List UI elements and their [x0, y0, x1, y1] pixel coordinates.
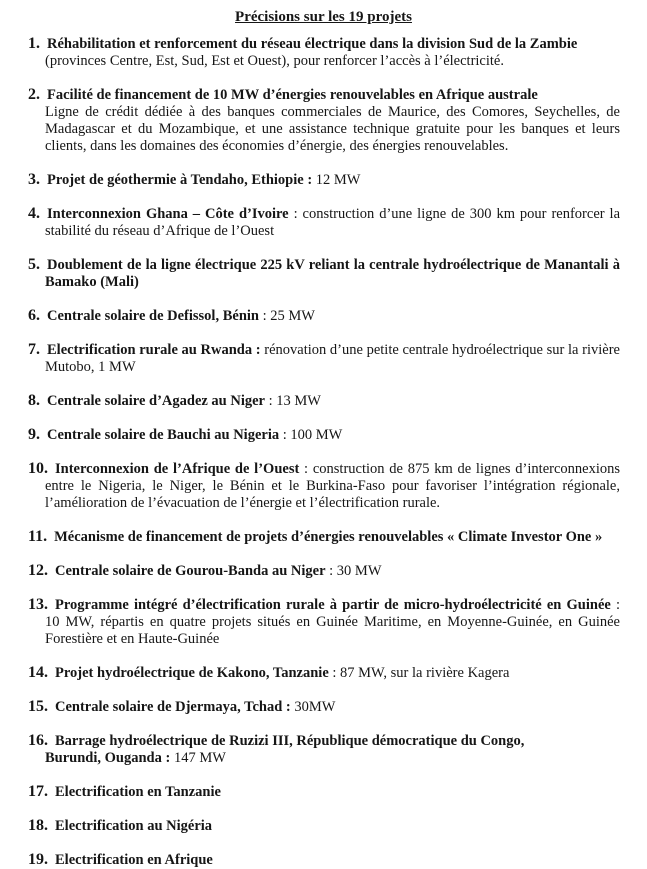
- project-item-12: [0, 563, 620, 580]
- project-item-8: [0, 393, 620, 410]
- project-number: 3.: [28, 171, 40, 188]
- project-item-6: [0, 308, 620, 325]
- project-title-bold: Réhabilitation et renforcement du réseau électrique dans la division Sud de la Zambie: [47, 36, 578, 52]
- project-detail: : 30 MW: [325, 563, 382, 579]
- project-item-14: [0, 665, 620, 682]
- project-title-bold: Centrale solaire de Defissol, Bénin: [47, 308, 259, 324]
- project-item-19: [0, 852, 620, 869]
- project-detail: : construction d’une ligne de 300 km pour renforcer la stabilité du réseau d’Afrique de l’Ouest: [45, 206, 620, 239]
- project-title-bold: Mécanisme de financement de projets d’énergies renouvelables « Climate Investor One »: [54, 529, 603, 545]
- project-number: 17.: [28, 783, 48, 800]
- project-number: 8.: [28, 392, 40, 409]
- project-detail: 147 MW: [170, 750, 226, 766]
- project-item-17: [0, 784, 620, 801]
- project-number: 15.: [28, 698, 48, 715]
- project-number: 14.: [28, 664, 48, 681]
- page-title-text: Précisions sur les 19 projets: [235, 9, 412, 25]
- project-number: 11.: [28, 528, 48, 545]
- project-item-16: [0, 733, 620, 767]
- project-title-bold: Centrale solaire d’Agadez au Niger: [47, 393, 265, 409]
- project-number: 19.: [28, 851, 48, 868]
- project-number: 6.: [28, 307, 40, 324]
- project-item-15: [0, 699, 620, 716]
- project-detail: 12 MW: [312, 172, 361, 188]
- project-detail: 30MW: [290, 699, 336, 715]
- project-detail: : 25 MW: [258, 308, 315, 324]
- project-item-4: [0, 206, 620, 240]
- project-title-bold: Programme intégré d’électrification rurale à partir de micro-hydroélectricité en Guinée: [55, 597, 611, 613]
- project-number: 9.: [28, 426, 40, 443]
- project-title-bold: Doublement de la ligne électrique 225 kV reliant la centrale hydroélectrique de Manantali à Bamako (Mali): [45, 257, 620, 290]
- project-title-bold: Barrage hydroélectrique de Ruzizi III, République démocratique du Congo,: [55, 733, 525, 749]
- project-title-bold-line2: Burundi, Ouganda :: [45, 750, 171, 766]
- project-number: 1.: [28, 35, 40, 52]
- project-item-2: [0, 87, 620, 155]
- project-title-bold: Electrification au Nigéria: [55, 818, 213, 834]
- project-number: 12.: [28, 562, 48, 579]
- project-detail: : 10 MW, répartis en quatre projets situés en Guinée Maritime, en Moyenne-Guinée, en Guinée Forestière et en Haute-Guinée: [45, 597, 621, 647]
- project-number: 10.: [28, 460, 48, 477]
- project-number: 7.: [28, 341, 40, 358]
- project-title-bold: Centrale solaire de Gourou-Banda au Niger: [55, 563, 326, 579]
- project-number: 13.: [28, 596, 48, 613]
- project-title-bold: Projet hydroélectrique de Kakono, Tanzanie: [55, 665, 329, 681]
- project-item-3: [0, 172, 620, 189]
- project-detail: (provinces Centre, Est, Sud, Est et Ouest), pour renforcer l’accès à l’électricité.: [45, 53, 504, 69]
- project-title-bold: Projet de géothermie à Tendaho, Ethiopie :: [47, 172, 313, 188]
- project-detail: : 87 MW, sur la rivière Kagera: [328, 665, 510, 681]
- project-title-bold: Centrale solaire de Djermaya, Tchad :: [55, 699, 291, 715]
- project-detail: Ligne de crédit dédiée à des banques commerciales de Maurice, des Comores, Seychelles, de Madagascar et du Mozambique, et une assistance technique gratuite pour les banques et leurs clients, dans les domaines des économies d’énergie, des énergies renouvelables.: [45, 104, 620, 154]
- project-item-11: [0, 529, 620, 546]
- project-number: 16.: [28, 732, 48, 749]
- project-item-18: [0, 818, 620, 835]
- project-number: 5.: [28, 256, 40, 273]
- project-title-bold: Electrification rurale au Rwanda :: [47, 342, 261, 358]
- project-title-bold: Interconnexion de l’Afrique de l’Ouest: [55, 461, 300, 477]
- page-title: [0, 9, 647, 26]
- project-item-10: [0, 461, 620, 512]
- project-title-bold: Centrale solaire de Bauchi au Nigeria: [47, 427, 280, 443]
- project-number: 2.: [28, 86, 40, 103]
- project-number: 18.: [28, 817, 48, 834]
- project-item-1: [0, 36, 620, 70]
- project-item-13: [0, 597, 620, 648]
- project-item-7: [0, 342, 620, 376]
- project-detail: rénovation d’une petite centrale hydroélectrique sur la rivière Mutobo, 1 MW: [45, 342, 620, 375]
- project-title-bold: Electrification en Afrique: [55, 852, 213, 868]
- project-item-5: [0, 257, 620, 291]
- project-title-bold: Interconnexion Ghana – Côte d’Ivoire: [47, 206, 289, 222]
- project-detail: : construction de 875 km de lignes d’interconnexions entre le Nigeria, le Niger, le Bénin et le Burkina-Faso pour favoriser l’intégration régionale, l’amélioration de l’évacuation de l’énergie et l’électrification rurale.: [45, 461, 621, 511]
- project-number: 4.: [28, 205, 40, 222]
- project-detail: : 13 MW: [265, 393, 321, 409]
- project-item-9: [0, 427, 620, 444]
- project-detail: : 100 MW: [279, 427, 343, 443]
- project-title-bold: Electrification en Tanzanie: [55, 784, 221, 800]
- project-title-bold: Facilité de financement de 10 MW d’énergies renouvelables en Afrique australe: [47, 87, 538, 103]
